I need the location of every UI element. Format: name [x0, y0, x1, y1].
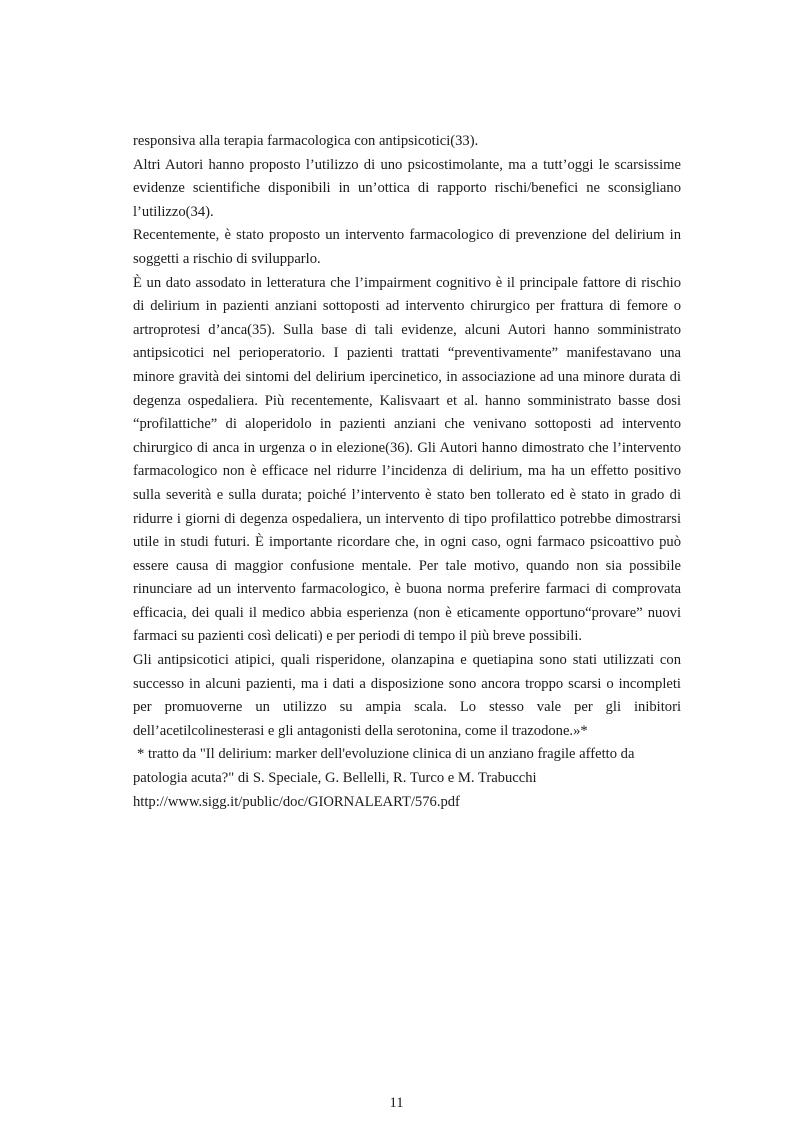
paragraph-impairment-cognitivo: È un dato assodato in letteratura che l’impairment cognitivo è il principale fattore di rischio di delirium in pazienti anziani sottoposti ad intervento chirurgico per frattura di femore o artroprotesi d’anca(35). Sulla base di tali evidenze, alcuni Autori hanno somministrato antipsicotici nel perioperatorio. I pazienti trattati “preventivamente” manifestavano una minore gravità dei sintomi del delirium ipercinetico, in associazione ad una minore durata di degenza ospedaliera. Più recentemente, Kalisvaart et al. hanno somministrato basse dosi “profilattiche” di aloperidolo in pazienti anziani che venivano sottoposti ad intervento chirurgico di anca in urgenza o in elezione(36). Gli Autori hanno dimostrato che l’intervento farmacologico non è efficace nel ridurre l’incidenza di delirium, ma ha un effetto positivo sulla severità e sulla durata; poiché l’intervento è stato ben tollerato ed è stato in grado di ridurre i giorni di degenza ospedaliera, un intervento di tipo profilattico potrebbe dimostrarsi utile in studi futuri. È importante ricordare che, in ogni caso, ogni farmaco psicoattivo può essere causa di maggior confusione mentale. Per tale motivo, quando non sia possibile rinunciare ad un intervento farmacologico, è buona norma preferire farmaci di comprovata efficacia, dei quali il medico abbia esperienza (non è eticamente opportuno“provare” nuovi farmaci su pazienti così delicati) e per periodi di tempo il più breve possibili.: [133, 274, 681, 645]
footnote-source-line-1: * tratto da "Il delirium: marker dell'evoluzione clinica di un anziano fragile affetto da: [137, 746, 635, 763]
footnote-url: http://www.sigg.it/public/doc/GIORNALEART/576.pdf: [133, 793, 460, 810]
page-number: 11: [389, 1095, 404, 1111]
paragraph-prevenzione: Recentemente, è stato proposto un intervento farmacologico di prevenzione del delirium in soggetti a rischio di svilupparlo.: [133, 227, 681, 267]
paragraph-antipsicotici-response: responsiva alla terapia farmacologica con antipsicotici(33).: [133, 133, 479, 149]
footnote-source-line-2: patologia acuta?" di S. Speciale, G. Bellelli, R. Turco e M. Trabucchi: [133, 770, 537, 787]
document-page: [133, 130, 681, 814]
paragraph-psicostimolante: Altri Autori hanno proposto l’utilizzo di uno psicostimolante, ma a tutt’oggi le scarsissime evidenze scientifiche disponibili in un’ottica di rapporto rischi/benefici ne sconsigliano l’utilizzo(34).: [133, 156, 681, 220]
paragraph-antipsicotici-atipici: Gli antipsicotici atipici, quali risperidone, olanzapina e quetiapina sono stati utilizzati con successo in alcuni pazienti, ma i dati a disposizione sono ancora troppo scarsi o incompleti per promuoverne un utilizzo su ampia scala. Lo stesso vale per gli inibitori dell’acetilcolinesterasi e gli antagonisti della serotonina, come il trazodone.»*: [133, 652, 681, 739]
